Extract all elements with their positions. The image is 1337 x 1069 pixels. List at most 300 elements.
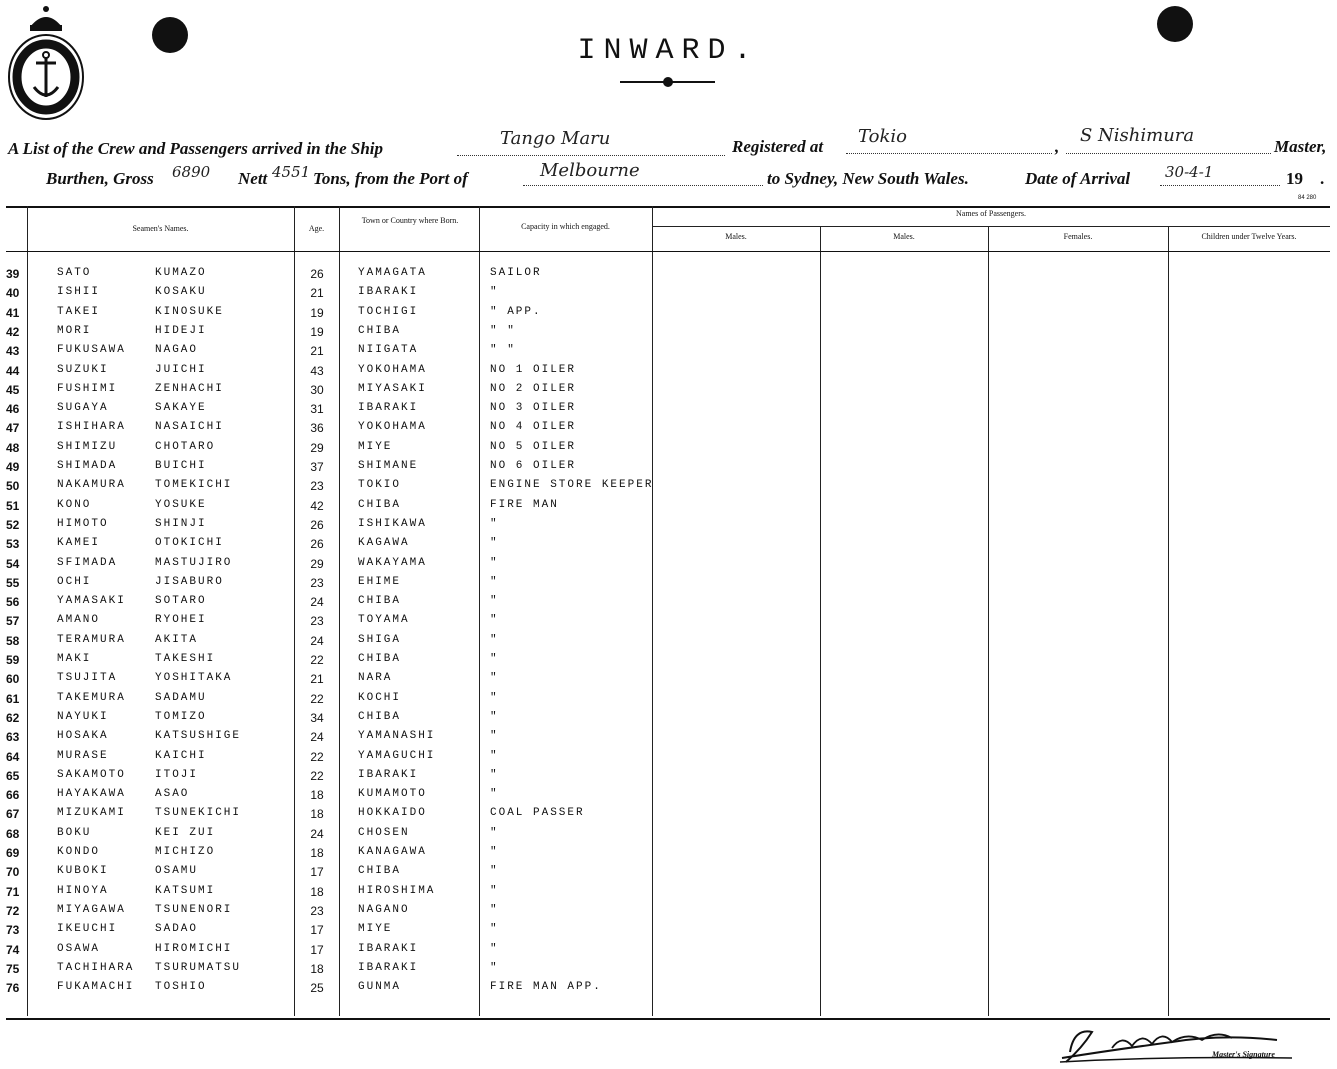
birthplace: HIROSHIMA [358,885,436,897]
seaman-surname: SHIMIZU [57,441,118,453]
seaman-given-name: KEI ZUI [155,827,216,839]
row-number: 60 [6,672,20,686]
seaman-given-name: HIDEJI [155,325,207,337]
seaman-surname: SUZUKI [57,364,109,376]
table-row [0,499,1337,517]
birthplace: GUNMA [358,981,402,993]
capacity-engaged: " [490,730,499,742]
seaman-surname: TAKEMURA [57,692,126,704]
row-number: 75 [6,962,20,976]
col-capacity: Capacity in which engaged. [521,222,610,231]
arrival-date: 30-4-1 [1165,163,1214,181]
col-children: Children under Twelve Years. [1201,232,1297,241]
table-row [0,306,1337,324]
capacity-engaged: ENGINE STORE KEEPER [490,479,654,491]
row-number: 59 [6,653,20,667]
seaman-given-name: JISABURO [155,576,224,588]
row-number: 66 [6,788,20,802]
seaman-given-name: KINOSUKE [155,306,224,318]
capacity-engaged: " [490,962,499,974]
nett-tonnage: 4551 [272,163,311,181]
birthplace: SHIMANE [358,460,419,472]
table-row [0,267,1337,285]
seaman-surname: HIMOTO [57,518,109,530]
birthplace: IBARAKI [358,402,419,414]
seaman-age: 19 [310,306,324,320]
capacity-engaged: " [490,769,499,781]
table-row [0,421,1337,439]
capacity-engaged: " [490,827,499,839]
passengers-subheader-rule [652,226,1330,227]
seaman-surname: NAKAMURA [57,479,126,491]
capacity-engaged: SAILOR [490,267,542,279]
seaman-given-name: TSUNENORI [155,904,233,916]
seaman-given-name: NAGAO [155,344,199,356]
row-number: 68 [6,827,20,841]
table-row [0,962,1337,980]
from-port-line [523,185,763,186]
col-seamen-names: Seamen's Names. [132,224,189,233]
tons-label: Tons, from the Port of [313,169,468,188]
table-row [0,634,1337,652]
seaman-surname: YAMASAKI [57,595,126,607]
seaman-age: 29 [310,441,324,455]
row-number: 52 [6,518,20,532]
seaman-surname: FUSHIMI [57,383,118,395]
seaman-given-name: ITOJI [155,769,199,781]
table-row [0,827,1337,845]
seaman-given-name: BUICHI [155,460,207,472]
col-females: Females. [1063,232,1093,241]
birthplace: IBARAKI [358,286,419,298]
table-row [0,557,1337,575]
seaman-given-name: KOSAKU [155,286,207,298]
capacity-engaged: " [490,286,499,298]
row-number: 64 [6,750,20,764]
seaman-age: 26 [310,537,324,551]
table-row [0,614,1337,632]
birthplace: TOKIO [358,479,402,491]
row-number: 62 [6,711,20,725]
column-header-rule [6,251,1330,252]
birthplace: CHIBA [358,325,402,337]
from-port: Melbourne [540,160,640,181]
birthplace: KANAGAWA [358,846,427,858]
birthplace: TOYAMA [358,614,410,626]
master-name-line [1066,153,1271,154]
year-label: 19 [1286,169,1303,188]
table-row [0,479,1337,497]
capacity-engaged: " APP. [490,306,542,318]
col-age: Age. [308,224,325,233]
capacity-engaged: " [490,614,499,626]
capacity-engaged: " [490,518,499,530]
birthplace: NAGANO [358,904,410,916]
capacity-engaged: " [490,557,499,569]
capacity-engaged: " [490,904,499,916]
seaman-surname: OSAWA [57,943,101,955]
seaman-age: 31 [310,402,324,416]
seaman-age: 23 [310,479,324,493]
capacity-engaged: FIRE MAN [490,499,559,511]
col-males-2: Males. [893,232,915,241]
seaman-age: 21 [310,672,324,686]
seaman-surname: TERAMURA [57,634,126,646]
seaman-surname: AMANO [57,614,101,626]
table-row [0,595,1337,613]
seaman-given-name: SAKAYE [155,402,207,414]
row-number: 47 [6,421,20,435]
capacity-engaged: " [490,788,499,800]
seaman-surname: TACHIHARA [57,962,135,974]
birthplace: TOCHIGI [358,306,419,318]
seaman-age: 18 [310,846,324,860]
birthplace: IBARAKI [358,962,419,974]
capacity-engaged: " [490,711,499,723]
capacity-engaged: " [490,865,499,877]
seaman-surname: HINOYA [57,885,109,897]
seaman-given-name: TOMIZO [155,711,207,723]
signature-label: Master's Signature [1212,1050,1275,1059]
table-row [0,943,1337,961]
capacity-engaged: " [490,943,499,955]
seaman-surname: SAKAMOTO [57,769,126,781]
row-number: 50 [6,479,20,493]
row-number: 61 [6,692,20,706]
table-row [0,364,1337,382]
birthplace: CHIBA [358,595,402,607]
form-number: 84 280 [1298,195,1317,201]
table-row [0,672,1337,690]
seaman-given-name: HIROMICHI [155,943,233,955]
seaman-age: 30 [310,383,324,397]
row-number: 55 [6,576,20,590]
registered-port-line [846,153,1052,154]
table-row [0,576,1337,594]
seaman-age: 23 [310,576,324,590]
year-period: . [1320,169,1325,188]
seaman-given-name: SOTARO [155,595,207,607]
seaman-surname: MAKI [57,653,92,665]
capacity-engaged: NO 4 OILER [490,421,577,433]
seaman-surname: HOSAKA [57,730,109,742]
birthplace: MIYE [358,441,393,453]
col-passengers: Names of Passengers. [956,209,1026,218]
seaman-given-name: TOSHIO [155,981,207,993]
seaman-age: 43 [310,364,324,378]
seaman-surname: TSUJITA [57,672,118,684]
capacity-engaged: FIRE MAN APP. [490,981,602,993]
birthplace: IBARAKI [358,769,419,781]
table-row [0,518,1337,536]
seaman-given-name: MASTUJIRO [155,557,233,569]
row-number: 57 [6,614,20,628]
table-row [0,904,1337,922]
row-number: 70 [6,865,20,879]
table-row [0,769,1337,787]
seaman-surname: KAMEI [57,537,101,549]
seaman-surname: TAKEI [57,306,101,318]
seaman-surname: SHIMADA [57,460,118,472]
arrival-date-line [1160,185,1280,186]
birthplace: CHIBA [358,711,402,723]
birthplace: YOKOHAMA [358,421,427,433]
seaman-given-name: YOSUKE [155,499,207,511]
seaman-age: 17 [310,943,324,957]
birthplace: YAMAGUCHI [358,750,436,762]
seaman-surname: MIYAGAWA [57,904,126,916]
seaman-age: 24 [310,827,324,841]
seaman-age: 18 [310,962,324,976]
seaman-given-name: AKITA [155,634,199,646]
seaman-age: 37 [310,460,324,474]
row-number: 46 [6,402,20,416]
seaman-surname: ISHIHARA [57,421,126,433]
capacity-engaged: COAL PASSER [490,807,585,819]
seaman-age: 26 [310,518,324,532]
table-row [0,460,1337,478]
registered-label: Registered at [732,137,824,156]
col-males-1: Males. [725,232,747,241]
table-row [0,441,1337,459]
birthplace: KOCHI [358,692,402,704]
seaman-given-name: TOMEKICHI [155,479,233,491]
seaman-age: 36 [310,421,324,435]
seaman-given-name: OSAMU [155,865,199,877]
seaman-age: 23 [310,614,324,628]
row-number: 43 [6,344,20,358]
row-number: 71 [6,885,20,899]
seaman-age: 21 [310,344,324,358]
seaman-age: 21 [310,286,324,300]
seaman-given-name: TSURUMATSU [155,962,242,974]
comma: , [1055,137,1060,156]
registered-port: Tokio [858,126,907,147]
birthplace: HOKKAIDO [358,807,427,819]
seaman-age: 22 [310,692,324,706]
row-number: 39 [6,267,20,281]
row-number: 76 [6,981,20,995]
seaman-surname: KONO [57,499,92,511]
table-row [0,807,1337,825]
list-caption: A List of the Crew and Passengers arrived in the Ship [8,139,383,158]
row-number: 53 [6,537,20,551]
seaman-given-name: NASAICHI [155,421,224,433]
capacity-engaged: " [490,846,499,858]
capacity-engaged: NO 1 OILER [490,364,577,376]
seaman-age: 29 [310,557,324,571]
seaman-given-name: TSUNEKICHI [155,807,242,819]
table-row [0,402,1337,420]
seaman-given-name: KAICHI [155,750,207,762]
title-ornament [663,77,673,87]
table-row [0,344,1337,362]
row-number: 40 [6,286,20,300]
birthplace: MIYE [358,923,393,935]
capacity-engaged: NO 5 OILER [490,441,577,453]
seaman-given-name: SADAMU [155,692,207,704]
seaman-given-name: ZENHACHI [155,383,224,395]
capacity-engaged: " [490,672,499,684]
seaman-surname: BOKU [57,827,92,839]
seaman-given-name: KATSUSHIGE [155,730,242,742]
seaman-surname: MORI [57,325,92,337]
col-town: Town or Country where Born. [361,216,459,225]
seaman-surname: SATO [57,267,92,279]
ship-name-line [457,155,725,156]
table-row [0,692,1337,710]
capacity-engaged: " [490,634,499,646]
row-number: 49 [6,460,20,474]
table-row [0,730,1337,748]
ship-name: Tango Maru [500,128,611,149]
seaman-surname: MURASE [57,750,109,762]
page-title: INWARD. [577,34,760,68]
row-number: 72 [6,904,20,918]
seaman-surname: OCHI [57,576,92,588]
gross-tonnage: 6890 [172,163,211,181]
birthplace: CHIBA [358,653,402,665]
birthplace: YAMANASHI [358,730,436,742]
row-number: 54 [6,557,20,571]
seaman-surname: SUGAYA [57,402,109,414]
table-row [0,750,1337,768]
burthen-label: Burthen, Gross [46,169,154,188]
birthplace: CHOSEN [358,827,410,839]
birthplace: CHIBA [358,865,402,877]
seaman-age: 18 [310,807,324,821]
row-number: 51 [6,499,20,513]
seaman-age: 18 [310,788,324,802]
seaman-given-name: KUMAZO [155,267,207,279]
seaman-age: 17 [310,865,324,879]
seaman-age: 26 [310,267,324,281]
seaman-surname: FUKUSAWA [57,344,126,356]
row-number: 58 [6,634,20,648]
capacity-engaged: NO 6 OILER [490,460,577,472]
table-row [0,325,1337,343]
seaman-age: 17 [310,923,324,937]
capacity-engaged: " [490,576,499,588]
capacity-engaged: " [490,595,499,607]
table-row [0,537,1337,555]
seaman-given-name: YOSHITAKA [155,672,233,684]
birthplace: KAGAWA [358,537,410,549]
birthplace: EHIME [358,576,402,588]
capacity-engaged: NO 3 OILER [490,402,577,414]
seaman-age: 42 [310,499,324,513]
nett-label: Nett [238,169,268,188]
seaman-given-name: ASAO [155,788,190,800]
seaman-age: 24 [310,595,324,609]
row-number: 73 [6,923,20,937]
capacity-engaged: NO 2 OILER [490,383,577,395]
seaman-surname: IKEUCHI [57,923,118,935]
seaman-surname: KONDO [57,846,101,858]
row-number: 65 [6,769,20,783]
capacity-engaged: " [490,653,499,665]
capacity-engaged: " [490,750,499,762]
seaman-age: 22 [310,750,324,764]
seaman-given-name: SADAO [155,923,199,935]
seaman-age: 22 [310,769,324,783]
table-row [0,865,1337,883]
birthplace: CHIBA [358,499,402,511]
master-name: S Nishimura [1080,125,1195,146]
seaman-surname: NAYUKI [57,711,109,723]
row-number: 41 [6,306,20,320]
capacity-engaged: " " [490,325,516,337]
master-label: Master, [1274,137,1327,156]
master-signature [1052,1022,1302,1066]
seaman-given-name: JUICHI [155,364,207,376]
capacity-engaged: " [490,923,499,935]
birthplace: MIYASAKI [358,383,427,395]
birthplace: NIIGATA [358,344,419,356]
seaman-surname: MIZUKAMI [57,807,126,819]
table-row [0,846,1337,864]
seaman-surname: KUBOKI [57,865,109,877]
seaman-given-name: RYOHEI [155,614,207,626]
table-row [0,286,1337,304]
seaman-age: 24 [310,634,324,648]
table-row [0,711,1337,729]
table-row [0,923,1337,941]
row-number: 67 [6,807,20,821]
row-number: 74 [6,943,20,957]
row-number: 63 [6,730,20,744]
seaman-given-name: SHINJI [155,518,207,530]
birthplace: YOKOHAMA [358,364,427,376]
table-row [0,383,1337,401]
birthplace: SHIGA [358,634,402,646]
seaman-given-name: MICHIZO [155,846,216,858]
seaman-surname: HAYAKAWA [57,788,126,800]
seaman-age: 18 [310,885,324,899]
row-number: 69 [6,846,20,860]
capacity-engaged: " [490,537,499,549]
birthplace: ISHIKAWA [358,518,427,530]
row-number: 42 [6,325,20,339]
destination-label: to Sydney, New South Wales. [767,169,969,188]
birthplace: WAKAYAMA [358,557,427,569]
seaman-age: 34 [310,711,324,725]
seaman-age: 24 [310,730,324,744]
seaman-given-name: TAKESHI [155,653,216,665]
seaman-given-name: KATSUMI [155,885,216,897]
birthplace: NARA [358,672,393,684]
capacity-engaged: " " [490,344,516,356]
birthplace: IBARAKI [358,943,419,955]
row-number: 48 [6,441,20,455]
row-number: 45 [6,383,20,397]
capacity-engaged: " [490,692,499,704]
birthplace: YAMAGATA [358,267,427,279]
seaman-age: 25 [310,981,324,995]
seaman-surname: ISHII [57,286,101,298]
seaman-age: 23 [310,904,324,918]
row-number: 44 [6,364,20,378]
table-row [0,885,1337,903]
seaman-given-name: CHOTARO [155,441,216,453]
capacity-engaged: " [490,885,499,897]
arrival-date-label: Date of Arrival [1025,169,1131,188]
seaman-age: 19 [310,325,324,339]
table-row [0,981,1337,999]
seaman-surname: FUKAMACHI [57,981,135,993]
table-row [0,788,1337,806]
seaman-age: 22 [310,653,324,667]
